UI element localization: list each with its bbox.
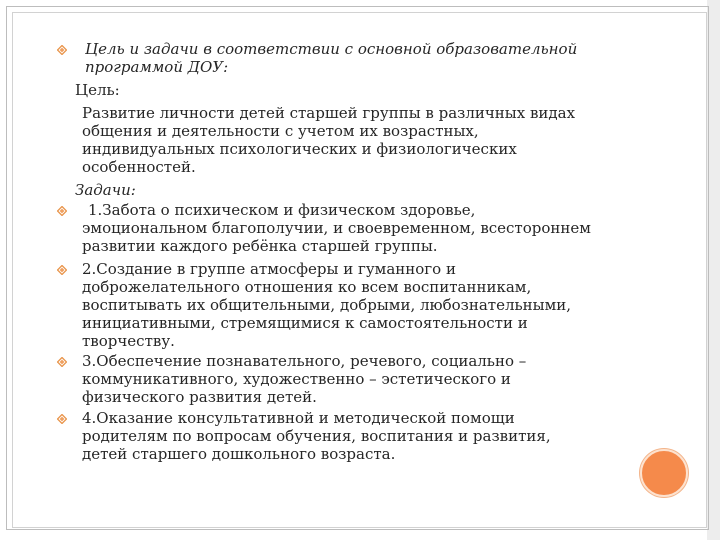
task-4-line: детей старшего дошкольного возраста. <box>82 445 396 463</box>
bullet-icon <box>57 265 67 275</box>
goal-label: Цель: <box>75 81 120 99</box>
intro-line: Цель и задачи в соответствии с основной образовательной <box>85 40 578 58</box>
task-2-line: 2.Создание в группе атмосферы и гуманного и <box>82 260 456 278</box>
task-1-line: развитии каждого ребёнка старшей группы. <box>82 237 438 255</box>
task-2-line: доброжелательного отношения ко всем воспитанникам, <box>82 278 532 296</box>
goal-text-line: Развитие личности детей старшей группы в различных видах <box>82 104 576 122</box>
goal-text-line: общения и деятельности с учетом их возрастных, <box>82 122 479 140</box>
task-2-line: воспитывать их общительными, добрыми, любознательными, <box>82 296 572 314</box>
task-3-line: физического развития детей. <box>82 388 317 406</box>
task-4-line: 4.Оказание консультативной и методической помощи <box>82 409 515 427</box>
task-2-line: творчеству. <box>82 332 175 350</box>
goal-text-line: особенностей. <box>82 158 196 176</box>
tasks-label: Задачи: <box>75 181 136 199</box>
task-4-line: родителям по вопросам обучения, воспитания и развития, <box>82 427 551 445</box>
bullet-icon <box>57 414 67 424</box>
task-2-line: инициативными, стремящимися к самостоятельности и <box>82 314 528 332</box>
bullet-icon <box>57 357 67 367</box>
goal-text-line: индивидуальных психологических и физиологических <box>82 140 517 158</box>
intro-line: программой ДОУ: <box>85 58 229 76</box>
task-3-line: коммуникативного, художественно – эстетического и <box>82 370 511 388</box>
task-1-line: эмоциональном благополучии, и своевременном, всестороннем <box>82 219 591 237</box>
task-1-line: 1.Забота о психическом и физическом здоровье, <box>88 201 476 219</box>
task-3-line: 3.Обеспечение познавательного, речевого, социально – <box>82 352 527 370</box>
bullet-icon <box>57 45 67 55</box>
bullet-icon <box>57 206 67 216</box>
